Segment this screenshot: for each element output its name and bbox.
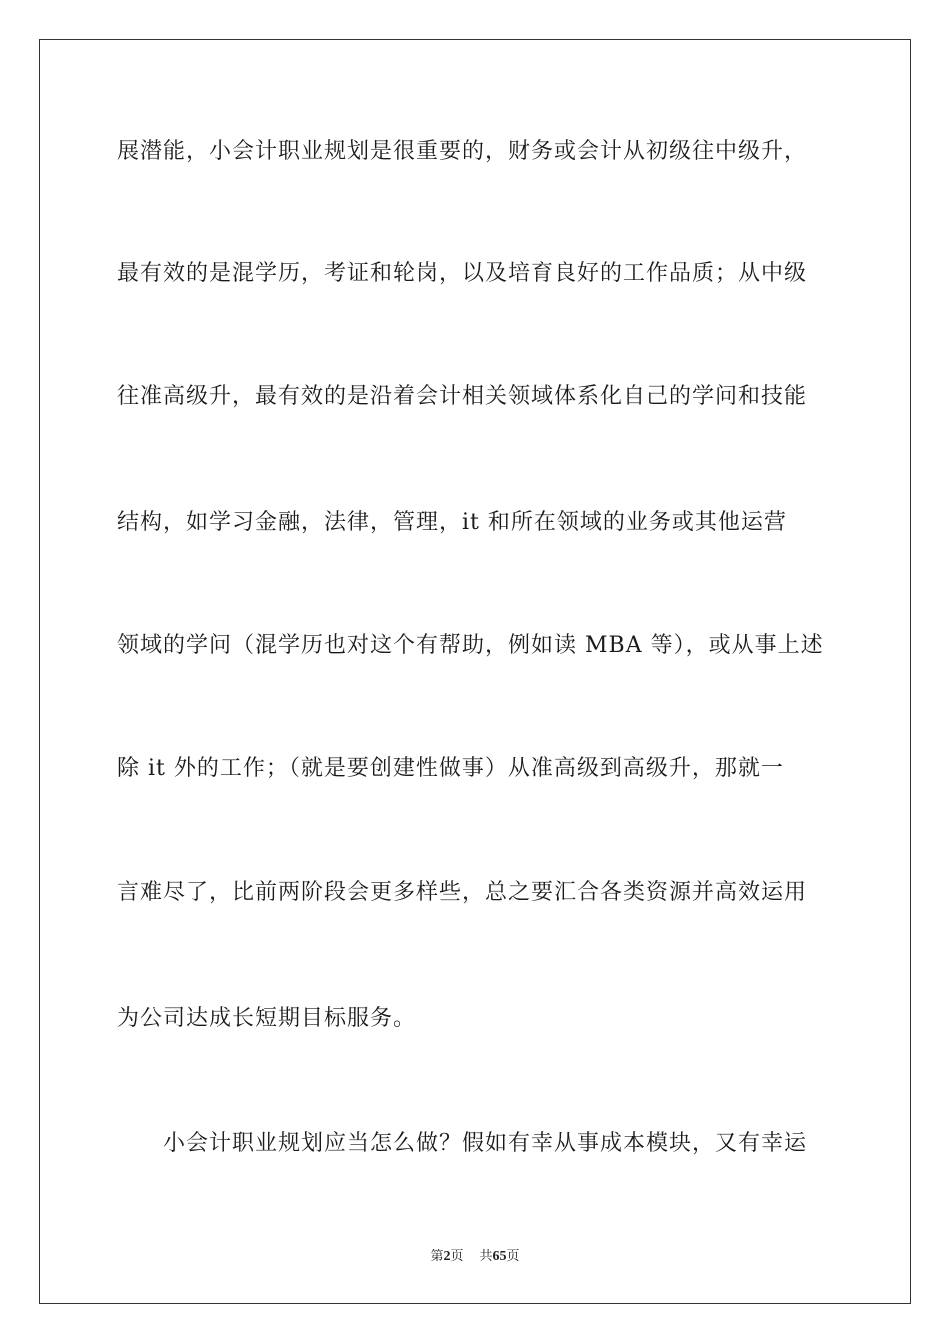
paragraph-line: 最有效的是混学历，考证和轮岗，以及培育良好的工作品质；从中级 [117, 261, 808, 286]
page-border [39, 39, 911, 1304]
page-footer [0, 1245, 950, 1265]
total-prefix: 共 [479, 1249, 493, 1264]
paragraph-line: 展潜能，小会计职业规划是很重要的，财务或会计从初级往中级升， [117, 139, 808, 164]
page-prefix: 第 [430, 1249, 444, 1264]
page-number: 2 [443, 1249, 451, 1264]
paragraph-line: 言难尽了，比前两阶段会更多样些，总之要汇合各类资源并高效运用 [117, 880, 808, 905]
paragraph-line-indented: 小会计职业规划应当怎么做？假如有幸从事成本模块，又有幸运 [163, 1131, 808, 1156]
paragraph-line: 领域的学问（混学历也对这个有帮助，例如读 MBA 等），或从事上述 [117, 633, 824, 658]
paragraph-line: 为公司达成长短期目标服务。 [117, 1006, 417, 1031]
paragraph-line: 除 it 外的工作；（就是要创建性做事）从准高级到高级升，那就一 [117, 756, 784, 781]
page-suffix: 页 [450, 1249, 464, 1264]
paragraph-line: 结构，如学习金融，法律，管理，it 和所在领域的业务或其他运营 [117, 510, 787, 535]
total-pages: 65 [492, 1249, 507, 1264]
total-suffix: 页 [506, 1249, 520, 1264]
paragraph-line: 往准高级升，最有效的是沿着会计相关领域体系化自己的学问和技能 [117, 384, 808, 409]
